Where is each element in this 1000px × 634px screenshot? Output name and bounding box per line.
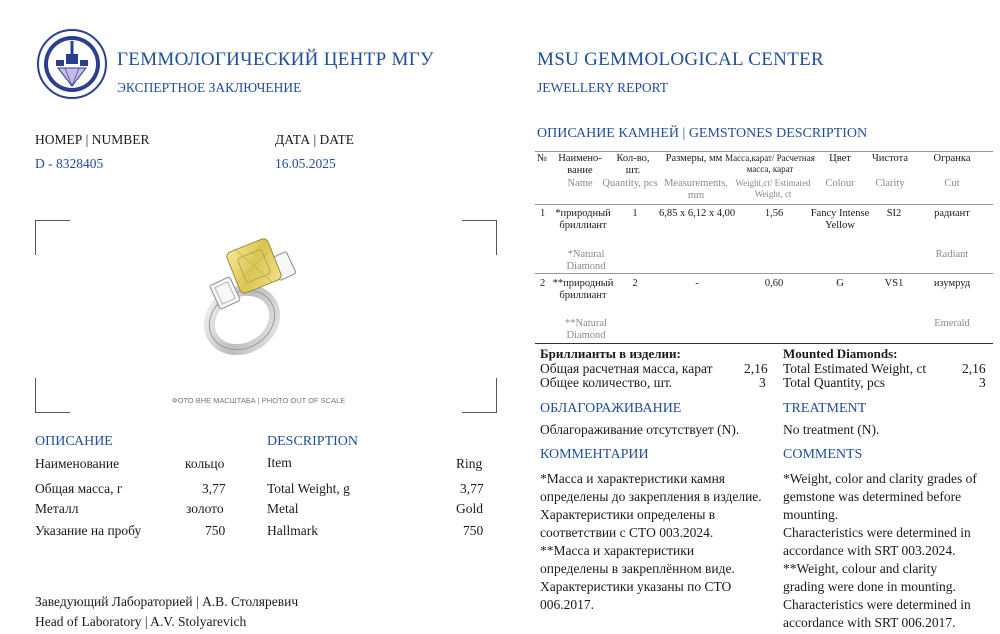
row-cut-ru: изумруд — [933, 278, 971, 289]
desc-value-ru: золото — [186, 501, 224, 516]
comment-line: grading were done in mounting. — [783, 579, 956, 594]
row-qty: 2 — [632, 278, 638, 289]
mounted-weight-ru: Общая расчетная масса, карат — [540, 361, 713, 376]
comments-text-en — [783, 470, 995, 632]
signature-ru: Заведующий Лабораторией | А.В. Столяревич — [35, 594, 299, 609]
row-name-en: *Natural Diamond — [566, 249, 606, 272]
mounted-weight-en: Total Estimated Weight, ct — [783, 361, 927, 376]
comment-line: Характеристики указаны по СТО — [540, 579, 732, 594]
desc-value-en: 3,77 — [460, 481, 484, 496]
row-rule — [535, 273, 993, 274]
mounted-title-ru: Бриллианты в изделии: — [540, 346, 681, 361]
table-bottom-rule — [535, 343, 993, 344]
row-no: 1 — [540, 208, 546, 219]
table-top-rule — [535, 151, 993, 152]
header-subtitle-ru: ЭКСПЕРТНОЕ ЗАКЛЮЧЕНИЕ — [117, 80, 302, 95]
row-clarity: VS1 — [884, 278, 904, 289]
table-header-rule — [535, 204, 993, 205]
row-size: - — [695, 278, 699, 289]
col-cut-ru: Огранка — [933, 153, 971, 164]
comment-line: *Weight, color and clarity grades of — [783, 471, 977, 486]
col-name-en: Name — [567, 178, 593, 189]
col-colour-en: Colour — [825, 178, 855, 189]
header-title-ru: ГЕММОЛОГИЧЕСКИЙ ЦЕНТР МГУ — [117, 49, 434, 70]
row-cut-en: Radiant — [935, 249, 969, 260]
col-clarity-en: Clarity — [875, 178, 905, 189]
comment-line: определены до закрепления в изделие. — [540, 489, 762, 504]
desc-value-ru: кольцо — [185, 456, 225, 471]
desc-label-en: Item — [267, 455, 292, 470]
mounted-qty-value-en: 3 — [979, 375, 986, 390]
desc-label-en: Metal — [267, 501, 299, 516]
col-no: № — [537, 153, 548, 164]
row-weight: 0,60 — [764, 278, 784, 289]
comments-heading-en: COMMENTS — [783, 447, 863, 462]
treatment-heading-ru: ОБЛАГОРАЖИВАНИЕ — [540, 401, 682, 416]
desc-label-ru: Наименование — [35, 456, 120, 471]
desc-label-ru: Указание на пробу — [35, 523, 142, 538]
photo-caption: ФОТО ВНЕ МАСШТАБА | PHOTO OUT OF SCALE — [172, 396, 346, 405]
desc-value-en: 750 — [463, 523, 484, 538]
comment-line: **Масса и характеристики — [540, 543, 695, 558]
mounted-title-en: Mounted Diamonds: — [783, 346, 898, 361]
desc-value-en: Gold — [456, 501, 483, 516]
row-qty: 1 — [632, 208, 638, 219]
col-size-en: Measurements, mm — [664, 178, 728, 201]
description-heading-en: DESCRIPTION — [267, 434, 359, 449]
row-clarity: SI2 — [886, 208, 902, 219]
row-cut-en: Emerald — [934, 318, 970, 329]
number-label: НОМЕР | NUMBER — [35, 132, 150, 147]
number-value: D - 8328405 — [35, 156, 104, 171]
description-heading-ru: ОПИСАНИЕ — [35, 434, 113, 449]
col-clarity-ru: Чистота — [871, 153, 909, 164]
treatment-heading-en: TREATMENT — [783, 401, 867, 416]
mounted-weight-value-en: 2,16 — [962, 361, 986, 376]
row-name-en: **Natural Diamond — [565, 318, 607, 341]
row-colour: G — [836, 278, 844, 289]
desc-label-en: Hallmark — [267, 523, 318, 538]
col-qty-ru: Кол-во, шт. — [616, 153, 650, 176]
header-title-en: MSU GEMMOLOGICAL CENTER — [537, 49, 824, 70]
col-name-ru: Наимено-вание — [558, 153, 602, 176]
row-size: 6,85 x 6,12 x 4,00 — [658, 208, 736, 219]
ring-photo — [190, 236, 320, 358]
comments-heading-ru: КОММЕНТАРИИ — [540, 447, 649, 462]
col-weight-ru: Масса,карат/ Расчетная масса, карат — [725, 153, 815, 174]
row-cut-ru: радиант — [934, 208, 970, 219]
comment-line: Characteristics were determined in — [783, 525, 971, 540]
comment-line: mounting. — [783, 507, 839, 522]
desc-label-ru: Металл — [35, 501, 79, 516]
comment-line: 006.2017. — [540, 597, 594, 612]
desc-value-ru: 3,77 — [202, 481, 226, 496]
comment-line: соответствии с СТО 003.2024. — [540, 525, 714, 540]
row-no: 2 — [540, 278, 546, 289]
signature-en: Head of Laboratory | A.V. Stolyarevich — [35, 614, 247, 629]
comment-line: определены в закреплённом виде. — [540, 561, 735, 576]
msu-logo — [36, 28, 108, 100]
comment-line: accordance with SRT 006.2017. — [783, 615, 956, 630]
col-cut-en: Cut — [944, 178, 960, 189]
comment-line: gemstone was determined before — [783, 489, 962, 504]
row-weight: 1,56 — [764, 208, 784, 219]
mounted-qty-value-ru: 3 — [759, 375, 766, 390]
col-qty-en: Quantity, pcs — [602, 178, 658, 189]
desc-label-ru: Общая масса, г — [35, 481, 123, 496]
gemstones-heading: ОПИСАНИЕ КАМНЕЙ | GEMSTONES DESCRIPTION — [537, 126, 868, 141]
mounted-qty-en: Total Quantity, pcs — [783, 375, 886, 390]
date-value: 16.05.2025 — [275, 156, 336, 171]
row-name-ru: **природный бриллиант — [552, 278, 614, 301]
col-colour-ru: Цвет — [829, 153, 851, 164]
col-size-ru: Размеры, мм — [665, 153, 723, 164]
treatment-text-ru: Облагораживание отсутствует (N). — [540, 422, 740, 437]
row-name-ru: *природный бриллиант — [555, 208, 611, 231]
comment-line: *Масса и характеристики камня — [540, 471, 726, 486]
comment-line: accordance with SRT 003.2024. — [783, 543, 956, 558]
mounted-qty-ru: Общее количество, шт. — [540, 375, 673, 390]
header-subtitle-en: JEWELLERY REPORT — [537, 80, 669, 95]
date-label: ДАТА | DATE — [275, 132, 355, 147]
comment-line: Characteristics were determined in — [783, 597, 971, 612]
comment-line: Характеристики определены в — [540, 507, 716, 522]
comments-text-ru — [540, 470, 772, 614]
mounted-weight-value-ru: 2,16 — [744, 361, 768, 376]
desc-value-en: Ring — [456, 456, 483, 471]
desc-value-ru: 750 — [205, 523, 226, 538]
comment-line: **Weight, colour and clarity — [783, 561, 938, 576]
treatment-text-en: No treatment (N). — [783, 422, 880, 437]
col-weight-en: Weight,ct/ Estimated Weight, ct — [735, 178, 811, 199]
row-colour: Fancy Intense Yellow — [810, 208, 870, 231]
desc-label-en: Total Weight, g — [267, 481, 350, 496]
